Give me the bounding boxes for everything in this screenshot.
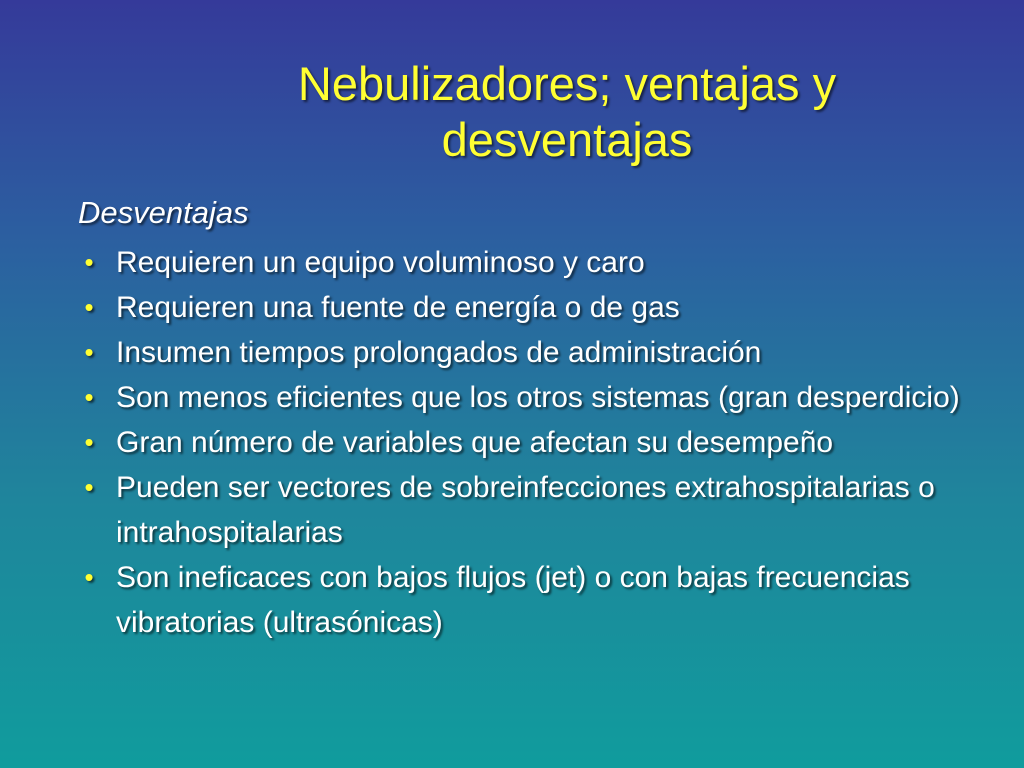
section-subheading: Desventajas [78, 195, 249, 230]
list-item [78, 330, 968, 375]
bullet-icon: • [84, 337, 94, 367]
list-item-text: Requieren un equipo voluminoso y caro [116, 246, 645, 279]
list-item [78, 465, 968, 555]
list-item [78, 375, 968, 420]
bullet-icon: • [84, 247, 94, 277]
list-item-text: Son menos eficientes que los otros sistemas (gran desperdicio) [116, 381, 960, 414]
list-item [78, 285, 968, 330]
list-item [78, 420, 968, 465]
bullet-icon: • [84, 427, 94, 457]
slide-body [78, 188, 968, 645]
list-item [78, 240, 968, 285]
list-item [78, 555, 968, 645]
bullet-icon: • [84, 472, 94, 502]
list-item-text: Insumen tiempos prolongados de administración [116, 336, 762, 369]
bullet-icon: • [84, 292, 94, 322]
list-item-text: Requieren una fuente de energía o de gas [116, 291, 680, 324]
bullet-icon: • [84, 382, 94, 412]
list-item-text: Gran número de variables que afectan su desempeño [116, 426, 834, 459]
list-item-text: Pueden ser vectores de sobreinfecciones extrahospitalarias o intrahospitalarias [116, 471, 935, 549]
slide-title: Nebulizadores; ventajas y desventajas [297, 57, 837, 166]
bullet-icon: • [84, 562, 94, 592]
list-item-text: Son ineficaces con bajos flujos (jet) o con bajas frecuencias vibratorias (ultrasónicas) [116, 561, 910, 639]
bullet-list [78, 240, 968, 645]
